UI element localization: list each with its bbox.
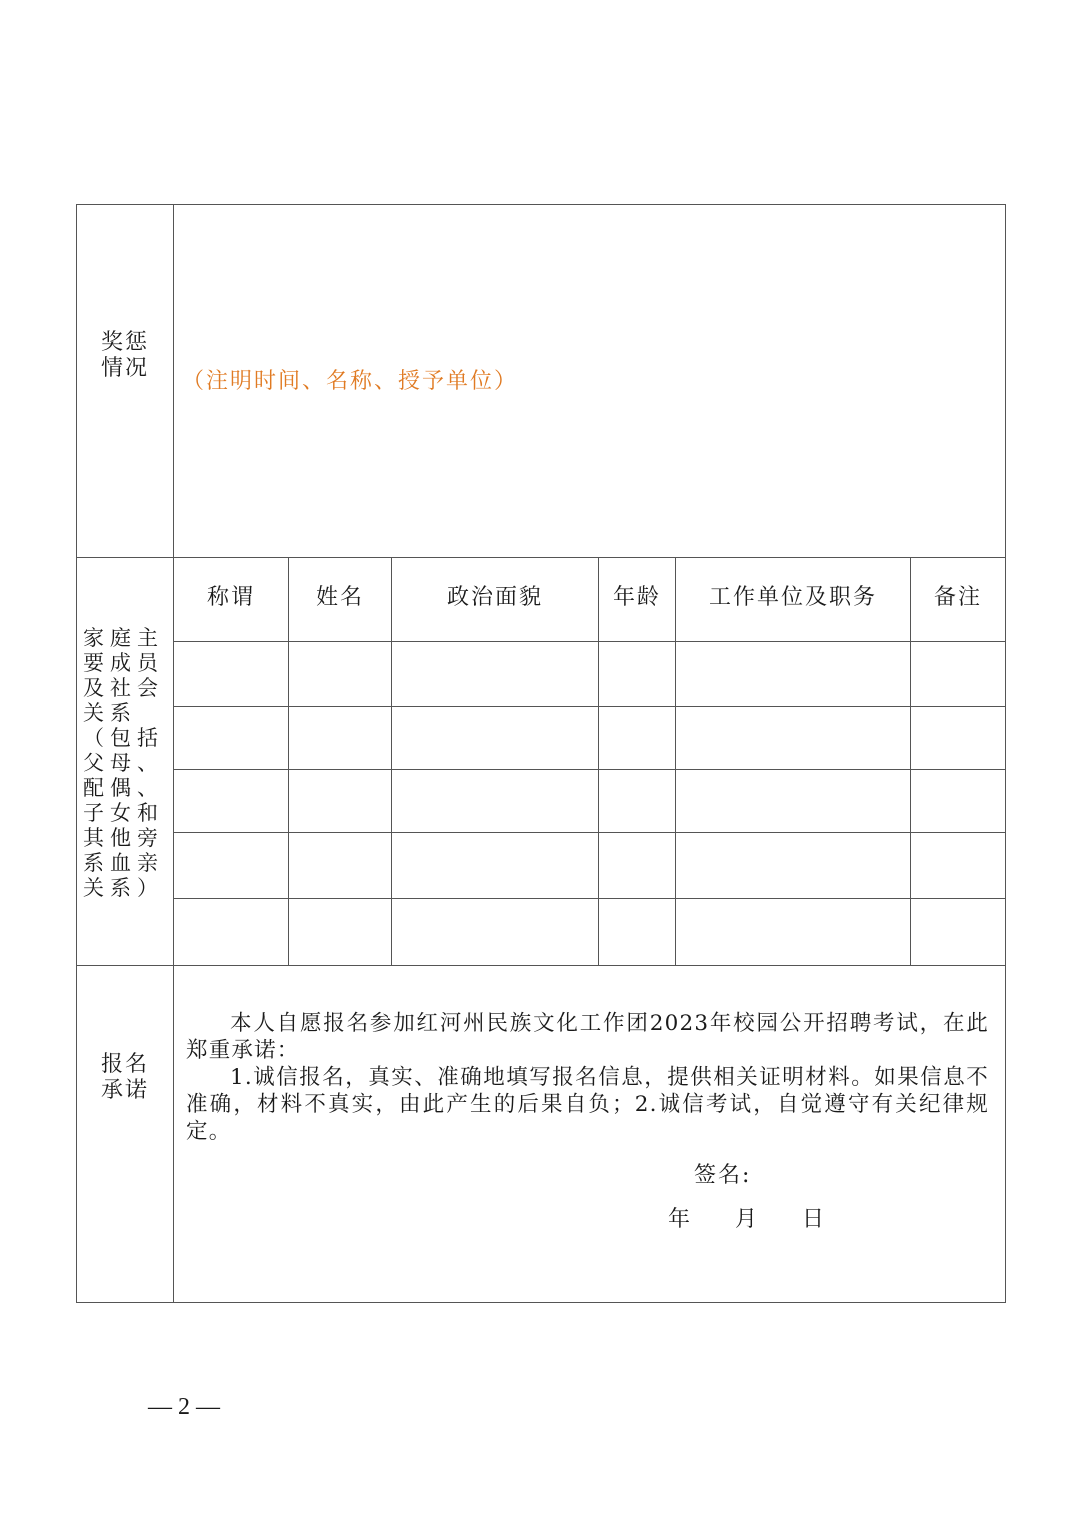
table-cell[interactable] [676, 770, 911, 833]
family-label-cell [77, 558, 174, 966]
table-cell[interactable] [911, 707, 1006, 770]
table-cell[interactable] [392, 707, 599, 770]
table-cell[interactable] [392, 770, 599, 833]
column-header-notes: 备注 [911, 558, 1006, 642]
table-cell[interactable] [174, 707, 289, 770]
table-cell[interactable] [289, 707, 392, 770]
column-header-title: 称谓 [174, 558, 289, 642]
promise-paragraph-1: 本人自愿报名参加红河州民族文化工作团2023年校园公开招聘考试，在此郑重承诺： [186, 1011, 990, 1063]
awards-hint: （注明时间、名称、授予单位） [182, 368, 519, 394]
table-cell[interactable] [911, 833, 1006, 899]
table-cell[interactable] [174, 899, 289, 966]
table-cell[interactable] [289, 770, 392, 833]
table-row [77, 642, 1006, 707]
awards-label: 奖惩情况 [101, 330, 150, 381]
registration-form-table [76, 204, 1006, 1303]
table-cell[interactable] [174, 642, 289, 707]
table-cell[interactable] [911, 899, 1006, 966]
awards-row [77, 205, 1006, 558]
table-cell[interactable] [289, 642, 392, 707]
awards-label-cell [77, 205, 174, 558]
promise-row [77, 966, 1006, 1303]
date-month-label: 月 [735, 1207, 758, 1232]
table-row [77, 833, 1006, 899]
table-cell[interactable] [676, 707, 911, 770]
table-cell[interactable] [599, 707, 676, 770]
table-cell[interactable] [289, 899, 392, 966]
table-cell[interactable] [599, 642, 676, 707]
table-cell[interactable] [174, 770, 289, 833]
column-header-age: 年龄 [599, 558, 676, 642]
column-header-workplace: 工作单位及职务 [676, 558, 911, 642]
date-line [668, 1202, 824, 1233]
table-row [77, 707, 1006, 770]
table-cell[interactable] [911, 770, 1006, 833]
table-cell[interactable] [392, 833, 599, 899]
table-cell[interactable] [676, 833, 911, 899]
table-cell[interactable] [392, 642, 599, 707]
table-cell[interactable] [392, 899, 599, 966]
promise-content-cell [174, 966, 1006, 1303]
table-cell[interactable] [599, 770, 676, 833]
date-day-label: 日 [802, 1207, 825, 1232]
date-year-label: 年 [668, 1207, 691, 1232]
promise-label: 报名承诺 [101, 1052, 150, 1103]
table-row [77, 899, 1006, 966]
table-cell[interactable] [676, 642, 911, 707]
table-cell[interactable] [289, 833, 392, 899]
page-number: — 2 — [148, 1394, 220, 1420]
table-cell[interactable] [174, 833, 289, 899]
table-cell[interactable] [599, 899, 676, 966]
promise-content [174, 966, 1005, 1302]
column-header-political-status: 政治面貌 [392, 558, 599, 642]
awards-content-cell[interactable] [174, 205, 1006, 558]
table-row [77, 770, 1006, 833]
signature-label: 签名: [694, 1163, 752, 1188]
promise-paragraph-2: 1.诚信报名，真实、准确地填写报名信息，提供相关证明材料。如果信息不准确，材料不真实，由此产生的后果自负；2.诚信考试，自觉遵守有关纪律规定。 [186, 1065, 990, 1144]
table-cell[interactable] [911, 642, 1006, 707]
promise-label-cell [77, 966, 174, 1303]
table-cell[interactable] [676, 899, 911, 966]
family-header-row [77, 558, 1006, 642]
family-label: 家庭主要成员及社会关系（包括父母、配偶、子女和其他旁系血亲关系） [83, 626, 164, 900]
table-cell[interactable] [599, 833, 676, 899]
column-header-name: 姓名 [289, 558, 392, 642]
